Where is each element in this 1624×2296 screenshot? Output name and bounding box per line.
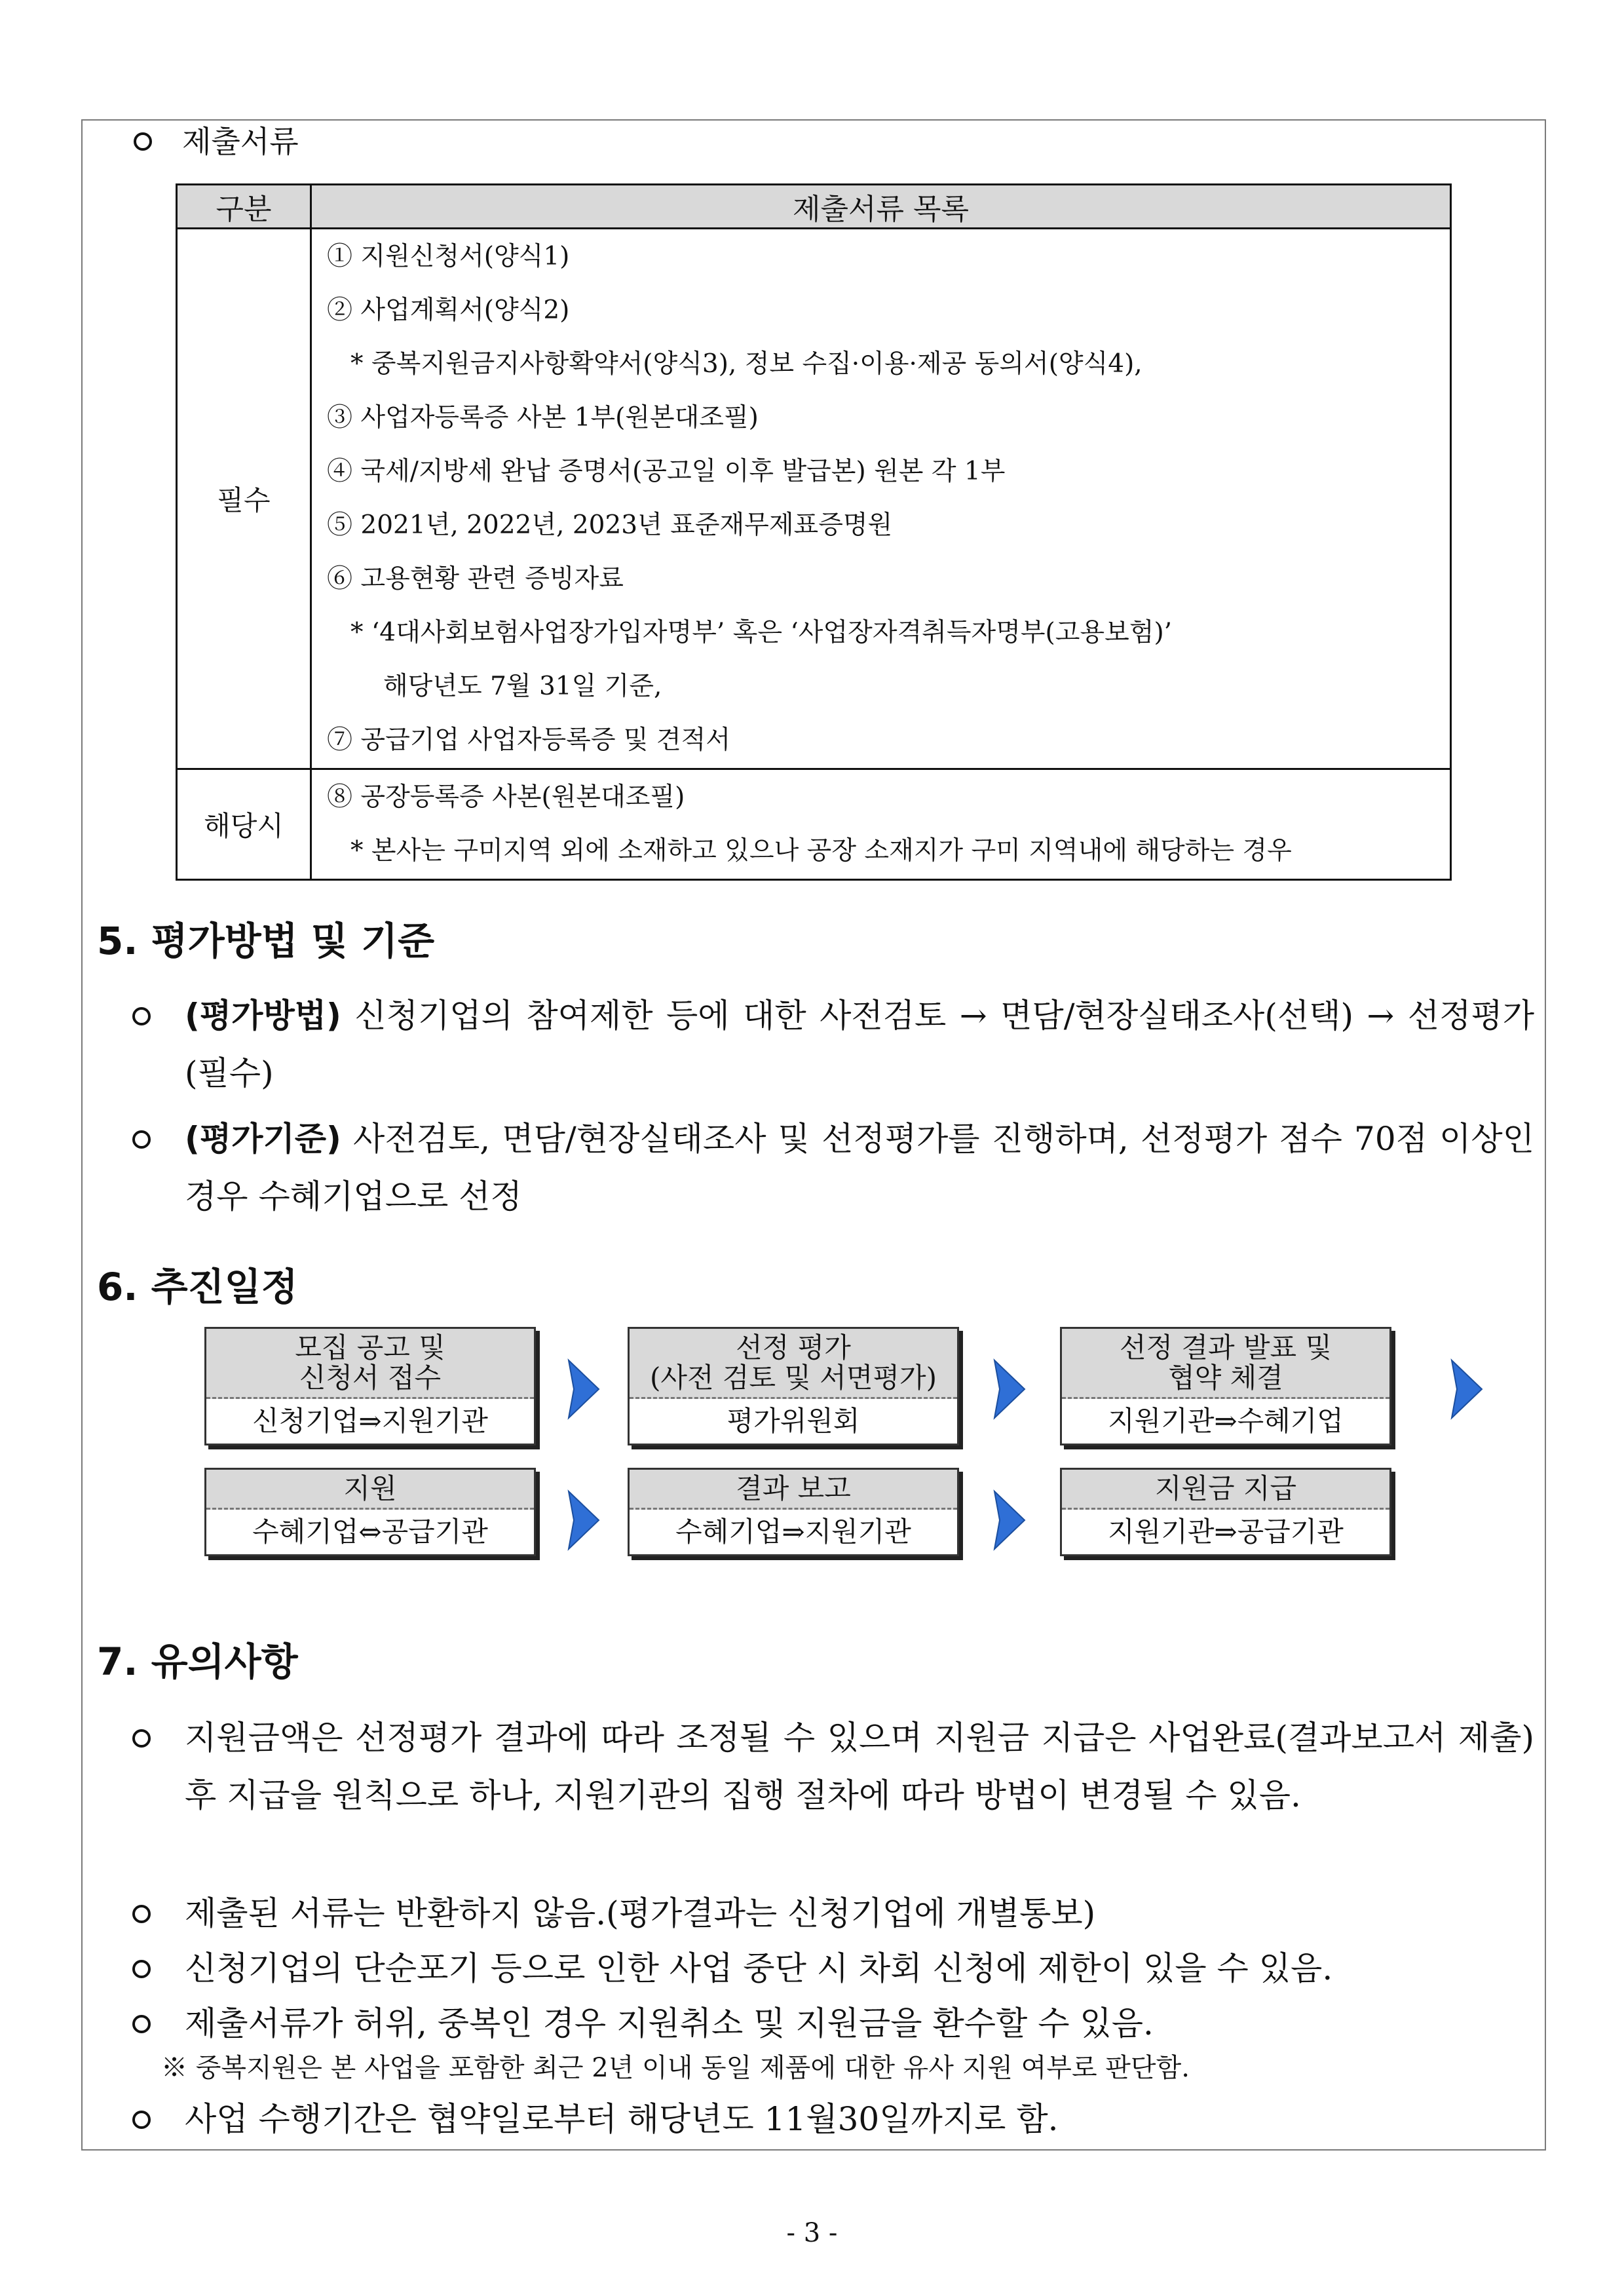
schedule-step-sub: 지원기관⇒공급기관 (1108, 1516, 1344, 1548)
schedule-step (204, 1468, 536, 1556)
section6-heading: 6. 추진일정 (97, 1265, 298, 1309)
notes-item-text: 지원금액은 선정평가 결과에 따라 조정될 수 있으며 지원금 지급은 사업완료(결과보고서 제출) 후 지급을 원칙으로 하나, 지원기관의 집행 절차에 따라 방법이 변경될 수 있음. (185, 1719, 1534, 1814)
right-arrow-icon (565, 1356, 601, 1422)
note-text: ※ 중복지원은 본 사업을 포함한 최근 2년 이내 동일 제품에 대한 유사 지원 여부로 판단함. (161, 2053, 1190, 2083)
right-arrow-icon (565, 1487, 601, 1553)
schedule-step-sub: 수혜기업⇒지원기관 (675, 1516, 911, 1548)
schedule-step-title: 모집 공고 및 신청서 접수 (206, 1329, 534, 1399)
schedule-step (1060, 1327, 1391, 1445)
notes-item (185, 1995, 1534, 2052)
bullet-circle-icon (132, 2111, 151, 2129)
section5-p2-label: (평가기준) (185, 1120, 341, 1158)
bullet-circle-icon (132, 1007, 151, 1025)
schedule-step (628, 1327, 959, 1445)
bullet-circle-icon (132, 1905, 151, 1923)
section7-heading: 7. 유의사항 (97, 1639, 298, 1684)
schedule-step (1060, 1468, 1391, 1556)
schedule-step-sub: 평가위원회 (727, 1405, 860, 1437)
notes-item-text: 제출된 서류는 반환하지 않음.(평가결과는 신청기업에 개별통보) (185, 1894, 1096, 1932)
notes-item (185, 1940, 1534, 1997)
schedule-step-title: 선정 결과 발표 및 협약 체결 (1062, 1329, 1389, 1399)
notes-item (185, 1885, 1534, 1942)
document-item: ③ 사업자등록증 사본 1부(원본대조필) (327, 403, 759, 432)
document-item: * 중복지원금지사항확약서(양식3), 정보 수집·이용·제공 동의서(양식4), (350, 349, 1142, 379)
table-row-optional (177, 769, 1451, 880)
document-item: ④ 국세/지방세 완납 증명서(공고일 이후 발급본) 원본 각 1부 (327, 457, 1006, 486)
submission-title-text: 제출서류 (182, 124, 299, 159)
submission-table (176, 183, 1452, 881)
document-item: 해당년도 7월 31일 기준, (383, 672, 662, 701)
table-header-category: 구분 (177, 185, 311, 229)
notes-last-item-text: 사업 수행기간은 협약일로부터 해당년도 11월30일까지로 함. (185, 2100, 1059, 2138)
section5-p2-text: 사전검토, 면담/현장실태조사 및 선정평가를 진행하며, 선정평가 점수 70점 이상인 경우 수혜기업으로 선정 (185, 1120, 1534, 1215)
bullet-circle-icon (134, 132, 152, 151)
bullet-circle-icon (132, 1130, 151, 1149)
section5-p1-label: (평가방법) (185, 997, 341, 1035)
bullet-circle-icon (132, 2015, 151, 2033)
required-items (311, 229, 1451, 769)
document-item: * 본사는 구미지역 외에 소재하고 있으나 공장 소재지가 구미 지역내에 해당하는 경우 (350, 836, 1292, 866)
document-item: ⑤ 2021년, 2022년, 2023년 표준재무제표증명원 (327, 510, 893, 540)
section5-p1-text: 신청기업의 참여제한 등에 대한 사전검토 → 면담/현장실태조사(선택) → 선정평가(필수) (185, 997, 1534, 1092)
right-arrow-icon (1448, 1356, 1484, 1422)
document-item: ⑥ 고용현황 관련 증빙자료 (327, 564, 624, 594)
notes-item-text: 신청기업의 단순포기 등으로 인한 사업 중단 시 차회 신청에 제한이 있을 수 있음. (185, 1949, 1333, 1987)
required-label: 필수 (177, 229, 311, 769)
section5-heading: 5. 평가방법 및 기준 (97, 919, 435, 963)
right-arrow-icon (991, 1356, 1027, 1422)
schedule-step-title: 선정 평가 (사전 검토 및 서면평가) (630, 1329, 957, 1399)
section5-para-1 (185, 987, 1534, 1102)
document-item: ⑦ 공급기업 사업자등록증 및 견적서 (327, 725, 731, 755)
page-number: - 3 - (786, 2218, 838, 2248)
schedule-step-sub: 수혜기업⇔공급기관 (252, 1516, 488, 1548)
right-arrow-icon (991, 1487, 1027, 1553)
schedule-step-title: 결과 보고 (630, 1470, 957, 1510)
document-item: ① 지원신청서(양식1) (327, 242, 570, 271)
schedule-step-title: 지원 (206, 1470, 534, 1510)
notes-item-text: 제출서류가 허위, 중복인 경우 지원취소 및 지원금을 환수할 수 있음. (185, 2004, 1154, 2042)
optional-items (311, 769, 1451, 880)
notes-last-item (185, 2090, 1534, 2148)
bullet-circle-icon (132, 1729, 151, 1748)
section5-para-2 (185, 1110, 1534, 1225)
optional-label: 해당시 (177, 769, 311, 880)
schedule-step (204, 1327, 536, 1445)
document-item: ② 사업계획서(양식2) (327, 296, 570, 325)
bullet-circle-icon (132, 1960, 151, 1978)
schedule-step-sub: 지원기관⇒수혜기업 (1108, 1405, 1344, 1437)
table-header-list: 제출서류 목록 (311, 185, 1451, 229)
schedule-step-title: 지원금 지급 (1062, 1470, 1389, 1510)
schedule-step (628, 1468, 959, 1556)
schedule-step-sub: 신청기업⇒지원기관 (252, 1405, 488, 1437)
notes-item (185, 1709, 1534, 1824)
table-row-required (177, 229, 1451, 769)
document-item: * ‘4대사회보험사업장가입자명부’ 혹은 ‘사업장자격취득자명부(고용보험)’ (350, 618, 1173, 647)
document-item: ⑧ 공장등록증 사본(원본대조필) (327, 782, 685, 812)
submission-title (134, 122, 299, 161)
